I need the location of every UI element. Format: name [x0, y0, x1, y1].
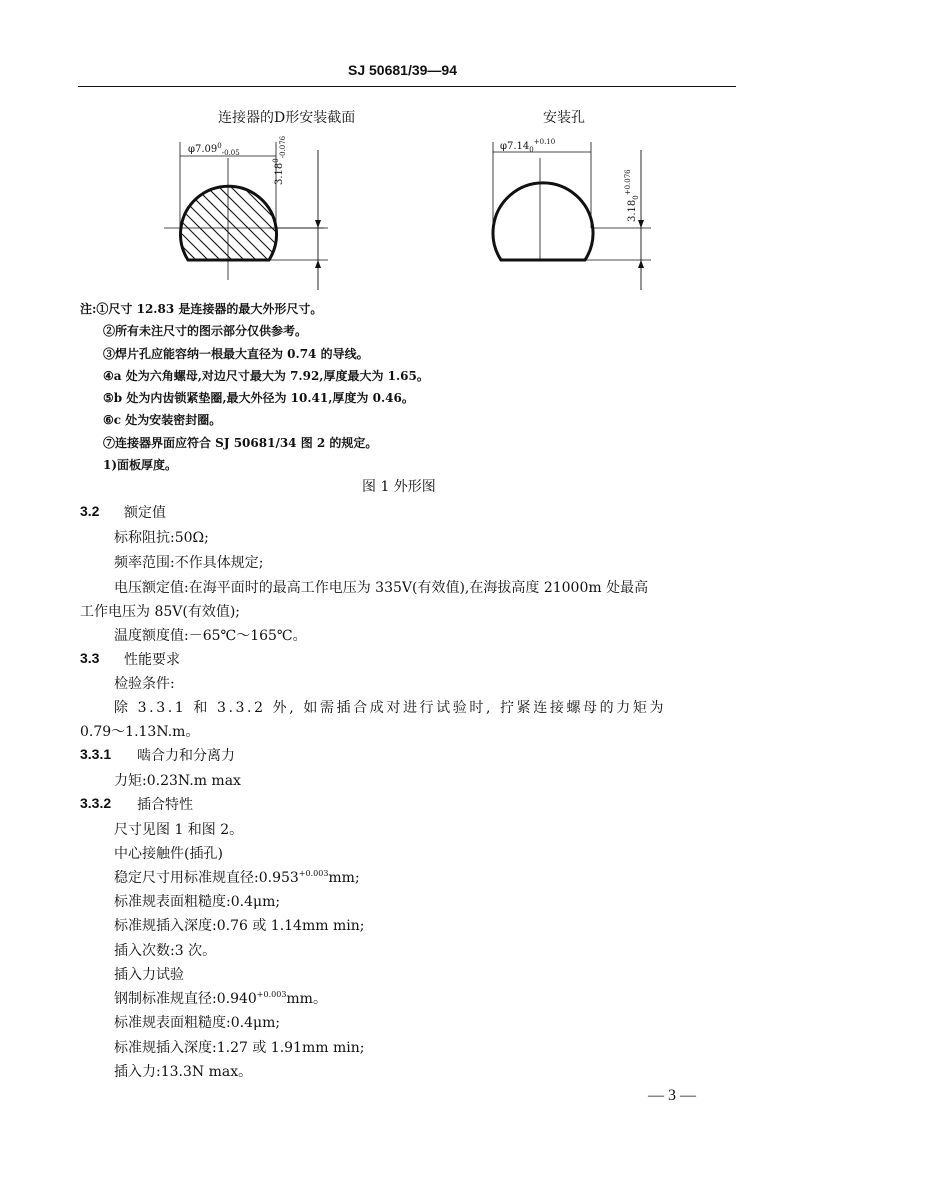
left-diameter-label: $\varphi 7.09^0_{-0.05}$: [188, 142, 240, 157]
insertion-force: 插入力:13.3N max。: [114, 1064, 253, 1080]
note-7: ⑦连接器界面应符合 SJ 50681/34 图 2 的规定。: [103, 436, 378, 450]
left-figure-caption: 连接器的D形安装截面: [218, 110, 356, 126]
insertion-count: 插入次数:3 次。: [114, 943, 217, 959]
dimensions-ref: 尺寸见图 1 和图 2。: [114, 822, 244, 838]
temperature-rating: 温度额度值:－65℃～165℃。: [114, 628, 307, 644]
steel-gauge-diameter: 钢制标准规直径$:0.940^{+0.003}mm$。: [114, 990, 327, 1007]
section-3-3-number: 3.3: [80, 650, 100, 666]
page-number: — 3 —: [648, 1087, 696, 1104]
test-conditions: 检验条件:: [114, 676, 175, 692]
right-diameter-label: $\varphi 7.14_0^{+0.10}$: [500, 138, 556, 154]
voltage-rating-cont: 工作电压为 85V(有效值);: [80, 604, 241, 620]
note-5: ⑤b 处为内齿锁紧垫圈,最大外径为 10.41,厚度为 0.46。: [103, 391, 414, 405]
right-height-label: $3.18_0^{+0.076}$: [624, 169, 640, 222]
right-figure-caption: 安装孔: [543, 110, 585, 126]
note-3: ③焊片孔应能容纳一根最大直径为 0.74 的导线。: [103, 347, 369, 361]
gauge-roughness-2: 标准规表面粗糙度:0.4μm;: [114, 1015, 281, 1031]
mounting-hole-drawing: [475, 130, 675, 295]
section-3-3-2-title: 插合特性: [137, 797, 193, 813]
section-3-3-1-number: 3.3.1: [80, 746, 112, 762]
note-footnote: 1)面板厚度。: [103, 458, 178, 472]
document-code: SJ 50681/39—94: [348, 62, 457, 78]
note-2: ②所有未注尺寸的图示部分仅供参考。: [103, 324, 308, 338]
test-conditions-text: 除 3.3.1 和 3.3.2 外, 如需插合成对进行试验时, 拧紧连接螺母的力矩为: [114, 700, 667, 716]
gauge-depth-2: 标准规插入深度:1.27 或 1.91mm min;: [114, 1040, 365, 1056]
left-height-label: $3.18^0_{-0.076}$: [272, 135, 287, 185]
header-rule: [78, 86, 736, 87]
figure-caption: 图 1 外形图: [362, 479, 436, 495]
note-4: ④a 处为六角螺母,对边尺寸最大为 7.92,厚度最大为 1.65。: [103, 369, 429, 383]
note-1: 注:①尺寸 12.83 是连接器的最大外形尺寸。: [80, 302, 323, 316]
frequency-range: 频率范围:不作具体规定;: [114, 555, 264, 571]
section-3-3-1-title: 啮合力和分离力: [137, 748, 235, 764]
hole-outline: [493, 183, 593, 260]
section-3-3-title: 性能要求: [124, 652, 180, 668]
gauge-depth-1: 标准规插入深度:0.76 或 1.14mm min;: [114, 918, 365, 934]
gauge-diameter-stable: 稳定尺寸用标准规直径$:0.953^{+0.003}mm$;: [114, 869, 360, 886]
section-3-3-2-number: 3.3.2: [80, 795, 112, 811]
d-section-drawing: [150, 130, 350, 305]
test-conditions-text-cont: 0.79～1.13N.m。: [80, 724, 200, 740]
center-contact: 中心接触件(插孔): [114, 846, 223, 862]
voltage-rating: 电压额定值:在海平面时的最高工作电压为 335V(有效值),在海拔高度 21000m 处最高: [114, 580, 649, 596]
insertion-force-test: 插入力试验: [114, 967, 184, 983]
note-6: ⑥c 处为安装密封圈。: [103, 413, 222, 427]
section-3-2-number: 3.2: [80, 503, 100, 519]
rated-impedance: 标称阻抗:50Ω;: [114, 530, 209, 546]
engagement-torque: 力矩:0.23N.m max: [114, 773, 241, 789]
gauge-roughness-1: 标准规表面粗糙度:0.4μm;: [114, 894, 281, 910]
section-3-2-title: 额定值: [124, 505, 166, 521]
